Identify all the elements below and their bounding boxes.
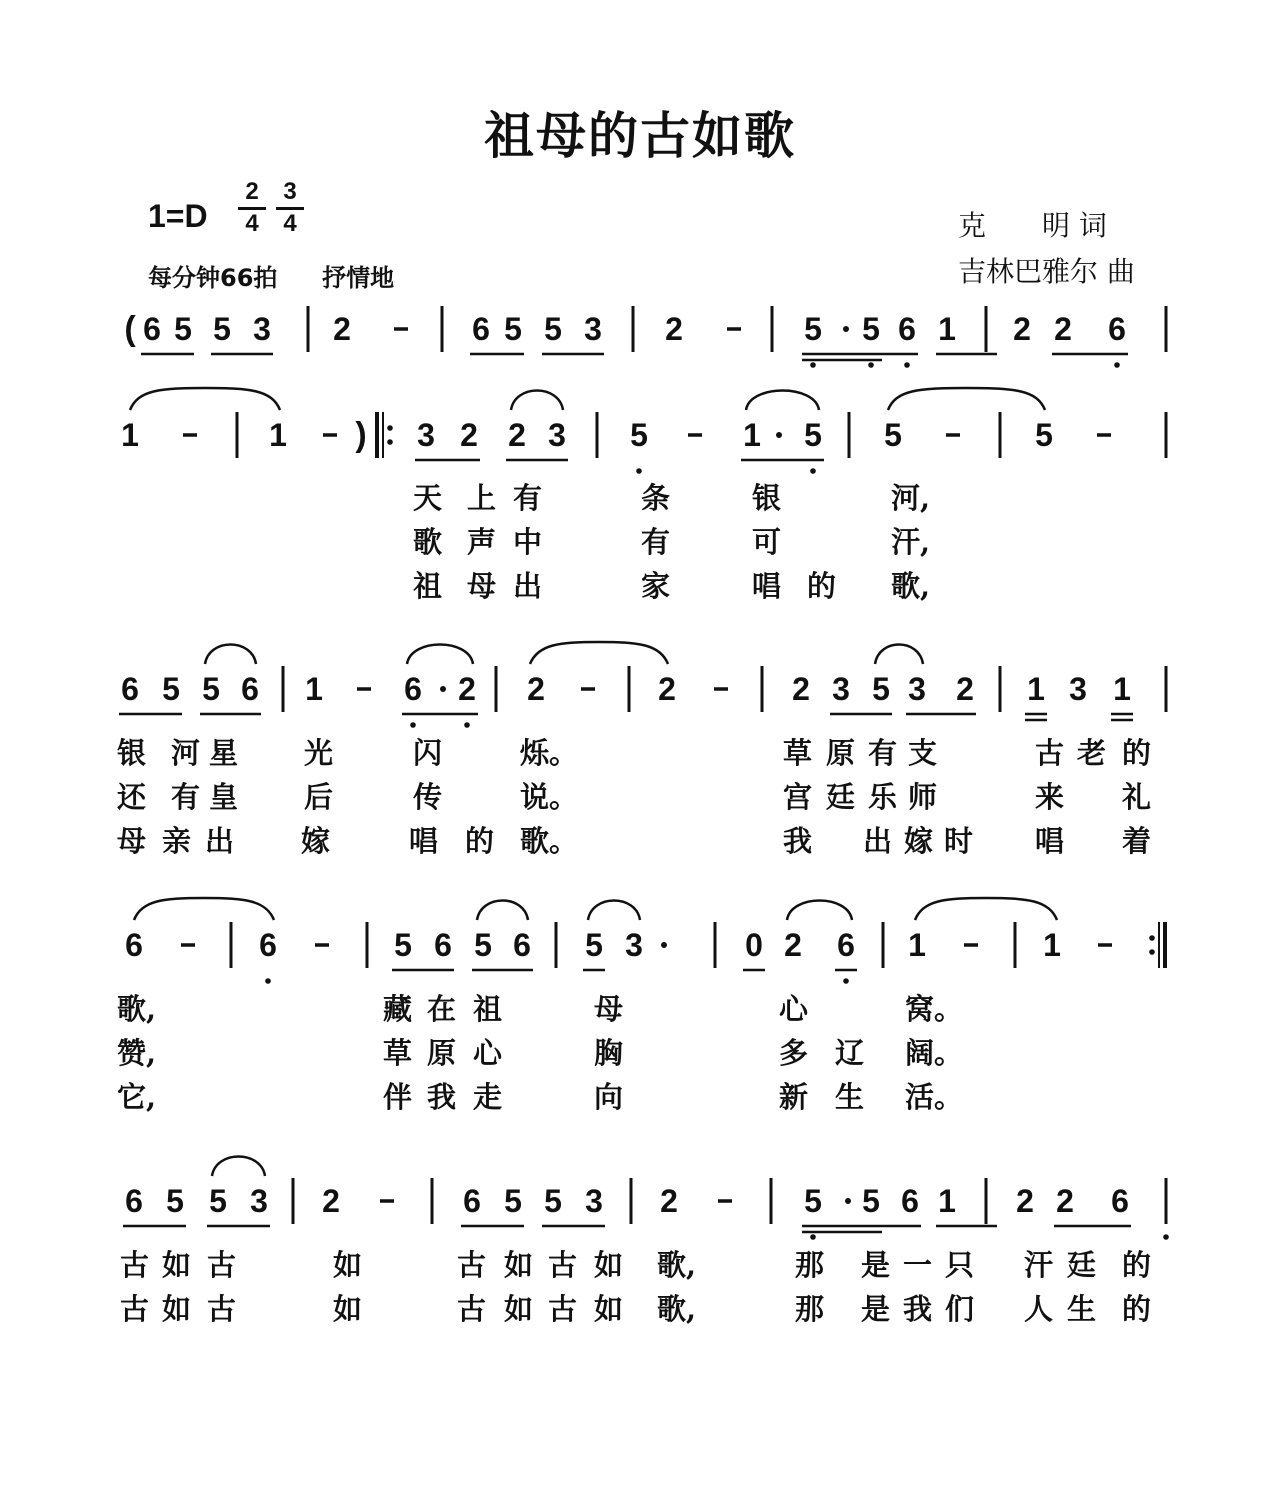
lyric-syllable: 的 (1122, 1248, 1152, 1282)
time-signature-numerator: 3 (283, 178, 297, 205)
note: 2 (1016, 1183, 1034, 1219)
note: 6 (259, 927, 277, 963)
lyric-syllable: 如 (162, 1292, 192, 1326)
octave-dot-below (410, 722, 416, 728)
lyric-syllable: 歌 (413, 525, 443, 559)
lyric-syllable: 走 (473, 1080, 503, 1114)
lyric-syllable: 闪 (413, 736, 443, 770)
note: 0 (745, 927, 763, 963)
note: 6 (898, 311, 916, 347)
music-system (121, 412, 1166, 458)
note: 6 (901, 1183, 919, 1219)
tie-slur (212, 1157, 265, 1177)
lyric-syllable: 藏 (383, 992, 413, 1026)
lyric-syllable: 汗, (891, 525, 931, 559)
lyric-syllable: 我 (427, 1080, 457, 1114)
note: 5 (202, 671, 220, 707)
lyric-syllable: 母 (117, 824, 147, 858)
note: 2 (527, 671, 545, 707)
note: 1 (121, 417, 139, 453)
lyric-syllable: 生 (835, 1080, 865, 1114)
lyricist-credit: 克 明 词 (958, 209, 1107, 242)
note: 3 (1069, 671, 1087, 707)
time-signature-numerator: 2 (245, 178, 259, 205)
lyric-syllable: 河 (171, 736, 201, 770)
note: 1 (908, 927, 926, 963)
note: 5 (862, 311, 880, 347)
lyric-syllable: 古 (457, 1292, 487, 1326)
note: 6 (472, 311, 490, 347)
lyric-syllable: 在 (427, 992, 457, 1026)
octave-dot-below (464, 722, 470, 728)
tie-slur (477, 901, 528, 921)
note: 5 (1035, 417, 1053, 453)
lyric-syllable: 有 (171, 780, 201, 814)
lyric-syllable: 有 (513, 481, 543, 515)
note: 2 (322, 1183, 340, 1219)
octave-dot-below (810, 1234, 816, 1240)
lyric-syllable: 那 (795, 1292, 825, 1326)
lyric-syllable: 唱 (1035, 824, 1065, 858)
lyric-syllable: 如 (333, 1292, 363, 1326)
lyric-syllable: 新 (779, 1080, 809, 1114)
note: 6 (837, 927, 855, 963)
composer-credit: 吉林巴雅尔 曲 (958, 255, 1135, 288)
lyric-syllable: 赞, (117, 1036, 157, 1070)
lyric-syllable: 出 (513, 569, 543, 603)
lyric-syllable: 古 (457, 1248, 487, 1282)
lyric-syllable: 如 (504, 1292, 534, 1326)
note: 6 (143, 311, 161, 347)
lyric-syllable: 的 (1122, 736, 1152, 770)
lyric-syllable: 是 (861, 1248, 891, 1282)
repeat-dot (1149, 949, 1155, 955)
lyric-syllable: 乐 (868, 780, 898, 814)
lyric-syllable: 出 (863, 824, 893, 858)
tie-slur (511, 391, 563, 411)
lyric-syllable: 人 (1024, 1292, 1054, 1326)
lyric-syllable: 有 (868, 736, 898, 770)
lyric-syllable: 天 (413, 481, 443, 515)
lyric-syllable: 后 (304, 780, 334, 814)
lyric-syllable: 传 (413, 780, 443, 814)
lyric-syllable: 一 (903, 1248, 933, 1282)
lyric-syllable: 我 (783, 824, 813, 858)
lyric-syllable: 是 (861, 1292, 891, 1326)
lyric-syllable: 银 (752, 481, 782, 515)
note: 6 (125, 1183, 143, 1219)
note: 6 (125, 927, 143, 963)
lyric-syllable: 廷 (826, 780, 856, 814)
lyric-syllable: 活。 (905, 1080, 964, 1114)
lyric-syllable: 们 (945, 1292, 975, 1326)
note: 5 (209, 1183, 227, 1219)
octave-dot-below (868, 362, 874, 368)
lyric-syllable: 祖 (413, 569, 443, 603)
lyric-syllable: 古 (207, 1292, 237, 1326)
time-signature-denominator: 4 (276, 207, 304, 236)
lyric-syllable: 多 (779, 1036, 809, 1070)
note: 2 (956, 671, 974, 707)
lyric-syllable: 只 (945, 1248, 975, 1282)
note: 5 (872, 671, 890, 707)
lyrics-block (117, 992, 963, 1114)
note: 2 (665, 311, 683, 347)
lyric-syllable: 古 (548, 1292, 578, 1326)
repeat-dot (387, 439, 393, 445)
lyric-syllable: 窝。 (905, 992, 964, 1026)
note: 5 (804, 417, 822, 453)
lyric-syllable: 师 (908, 780, 938, 814)
music-system (121, 666, 1166, 712)
repeat-dot (387, 425, 393, 431)
note: 2 (1056, 1183, 1074, 1219)
lyric-syllable: 歌, (117, 992, 157, 1026)
note: 6 (404, 671, 422, 707)
lyric-syllable: 唱 (752, 569, 782, 603)
lyric-syllable: 宫 (783, 780, 813, 814)
lyric-syllable: 河, (891, 481, 931, 515)
lyric-syllable: 老 (1077, 736, 1107, 770)
octave-dot-below (810, 362, 816, 368)
lyrics-block (117, 736, 1151, 858)
note: 1 (1027, 671, 1045, 707)
note: 2 (784, 927, 802, 963)
repeat-dot (1149, 935, 1155, 941)
note: 6 (241, 671, 259, 707)
octave-dot-below (904, 362, 910, 368)
lyric-syllable: 古 (1035, 736, 1065, 770)
octave-dot-below (265, 978, 271, 984)
lyric-syllable: 心 (473, 1036, 503, 1070)
lyric-syllable: 伴 (383, 1080, 413, 1114)
note: 3 (250, 1183, 268, 1219)
note: 3 (417, 417, 435, 453)
note: 5 (544, 311, 562, 347)
lyric-syllable: 心 (779, 992, 809, 1026)
note: 5 (162, 671, 180, 707)
note: 1 (269, 417, 287, 453)
note: 6 (434, 927, 452, 963)
lyric-syllable: 条 (641, 481, 671, 515)
lyric-syllable: 歌, (657, 1292, 697, 1326)
lyric-syllable: 嫁 (301, 824, 331, 858)
note: 5 (585, 927, 603, 963)
note: 5 (804, 311, 822, 347)
lyric-syllable: 如 (594, 1248, 624, 1282)
lyric-syllable: 唱 (409, 824, 439, 858)
lyric-syllable: 支 (908, 736, 938, 770)
note: 2 (458, 671, 476, 707)
lyric-syllable: 草 (383, 1036, 413, 1070)
tie-slur (407, 645, 473, 665)
augmentation-dot (845, 1198, 851, 1204)
note: 5 (166, 1183, 184, 1219)
lyric-syllable: 草 (783, 736, 813, 770)
lyric-syllable: 汗 (1024, 1248, 1054, 1282)
lyric-syllable: 家 (641, 569, 671, 603)
lyric-syllable: 胸 (594, 1036, 624, 1070)
lyric-syllable: 古 (548, 1248, 578, 1282)
lyric-syllable: 亲 (162, 824, 192, 858)
tie-slur (746, 391, 819, 411)
note: 5 (884, 417, 902, 453)
lyric-syllable: 中 (513, 525, 543, 559)
lyric-syllable: 古 (120, 1248, 150, 1282)
lyric-syllable: 银 (117, 736, 147, 770)
lyric-syllable: 光 (304, 736, 334, 770)
octave-dot-below (843, 978, 849, 984)
lyric-syllable: 母 (467, 569, 497, 603)
phrase-slur (915, 898, 1057, 920)
note: 5 (862, 1183, 880, 1219)
lyric-syllable: 生 (1067, 1292, 1097, 1326)
lyric-syllable: 原 (826, 736, 856, 770)
note: 6 (513, 927, 531, 963)
lyric-syllable: 祖 (473, 992, 503, 1026)
lyric-syllable: 的 (465, 824, 495, 858)
note: 1 (1113, 671, 1131, 707)
note: 5 (213, 311, 231, 347)
lyric-syllable: 廷 (1067, 1248, 1097, 1282)
octave-dot-below (1114, 362, 1120, 368)
music-system (125, 922, 1165, 968)
lyric-syllable: 如 (594, 1292, 624, 1326)
lyric-syllable: 着 (1122, 824, 1152, 858)
lyric-syllable: 皇 (209, 780, 239, 814)
tie-slur (875, 645, 923, 665)
expression-marking: 抒情地 (322, 264, 395, 292)
lyric-syllable: 来 (1035, 780, 1065, 814)
note: 2 (792, 671, 810, 707)
lyric-syllable: 我 (903, 1292, 933, 1326)
lyric-syllable: 向 (594, 1080, 624, 1114)
note: 1 (938, 311, 956, 347)
note: 6 (121, 671, 139, 707)
note: 5 (504, 311, 522, 347)
note: 1 (305, 671, 323, 707)
note: 6 (1108, 311, 1126, 347)
phrase-slur (888, 388, 1045, 410)
lyric-syllable: 如 (333, 1248, 363, 1282)
lyric-syllable: 烁。 (520, 736, 579, 770)
lyric-syllable: 上 (467, 481, 497, 515)
lyric-syllable: 声 (467, 525, 497, 559)
parenthesis: ) (355, 416, 367, 454)
lyric-syllable: 的 (1122, 1292, 1152, 1326)
lyric-syllable: 礼 (1122, 780, 1152, 814)
phrase-slur (134, 898, 274, 920)
note: 2 (1013, 311, 1031, 347)
note: 2 (660, 1183, 678, 1219)
augmentation-dot (843, 326, 849, 332)
key-signature: 1=D (148, 198, 208, 234)
tie-slur (588, 901, 640, 921)
lyric-syllable: 的 (807, 569, 837, 603)
lyric-syllable: 辽 (835, 1036, 865, 1070)
note: 2 (658, 671, 676, 707)
lyric-syllable: 歌, (891, 569, 931, 603)
note: 3 (832, 671, 850, 707)
note: 2 (333, 311, 351, 347)
note: 6 (463, 1183, 481, 1219)
lyric-syllable: 歌。 (520, 824, 579, 858)
note: 1 (743, 417, 761, 453)
note: 6 (1111, 1183, 1129, 1219)
note: 3 (908, 671, 926, 707)
lyric-syllable: 那 (795, 1248, 825, 1282)
note: 5 (630, 417, 648, 453)
note: 2 (1054, 311, 1072, 347)
augmentation-dot (776, 432, 782, 438)
lyric-syllable: 母 (594, 992, 624, 1026)
note: 3 (625, 927, 643, 963)
lyric-syllable: 如 (162, 1248, 192, 1282)
lyric-syllable: 还 (117, 780, 147, 814)
lyric-syllable: 嫁 (904, 824, 934, 858)
octave-dot-below (1163, 1234, 1169, 1240)
note: 3 (548, 417, 566, 453)
augmentation-dot (661, 942, 667, 948)
lyric-syllable: 歌, (657, 1248, 697, 1282)
tie-slur (787, 901, 852, 921)
note: 5 (544, 1183, 562, 1219)
note: 1 (1043, 927, 1061, 963)
lyrics-block (120, 1248, 1151, 1326)
song-title: 祖母的古如歌 (484, 106, 796, 165)
note: 3 (585, 1183, 603, 1219)
note: 5 (174, 311, 192, 347)
music-system (125, 1178, 1166, 1224)
parenthesis: ( (124, 310, 136, 348)
note: 3 (584, 311, 602, 347)
note: 3 (253, 311, 271, 347)
lyric-syllable: 时 (944, 824, 974, 858)
note: 2 (460, 417, 478, 453)
lyric-syllable: 如 (504, 1248, 534, 1282)
note: 5 (474, 927, 492, 963)
tie-slur (205, 645, 256, 665)
octave-dot-below (810, 468, 816, 474)
lyric-syllable: 出 (205, 824, 235, 858)
lyric-syllable: 星 (209, 736, 239, 770)
octave-dot-below (636, 468, 642, 474)
note: 5 (504, 1183, 522, 1219)
phrase-slur (130, 388, 280, 410)
lyric-syllable: 古 (207, 1248, 237, 1282)
note: 2 (508, 417, 526, 453)
note: 1 (938, 1183, 956, 1219)
lyric-syllable: 说。 (520, 780, 579, 814)
lyric-syllable: 阔。 (905, 1036, 964, 1070)
tempo-bpm: 每分钟66拍 (148, 264, 278, 292)
augmentation-dot (440, 686, 446, 692)
lyric-syllable: 它, (117, 1080, 157, 1114)
time-signature-denominator: 4 (238, 207, 266, 236)
phrase-slur (530, 642, 668, 664)
lyric-syllable: 有 (641, 525, 671, 559)
music-system (124, 306, 1166, 352)
lyric-syllable: 古 (120, 1292, 150, 1326)
lyrics-block (413, 481, 930, 603)
note: 5 (394, 927, 412, 963)
lyric-syllable: 原 (427, 1036, 457, 1070)
note: 5 (804, 1183, 822, 1219)
lyric-syllable: 可 (752, 525, 782, 559)
